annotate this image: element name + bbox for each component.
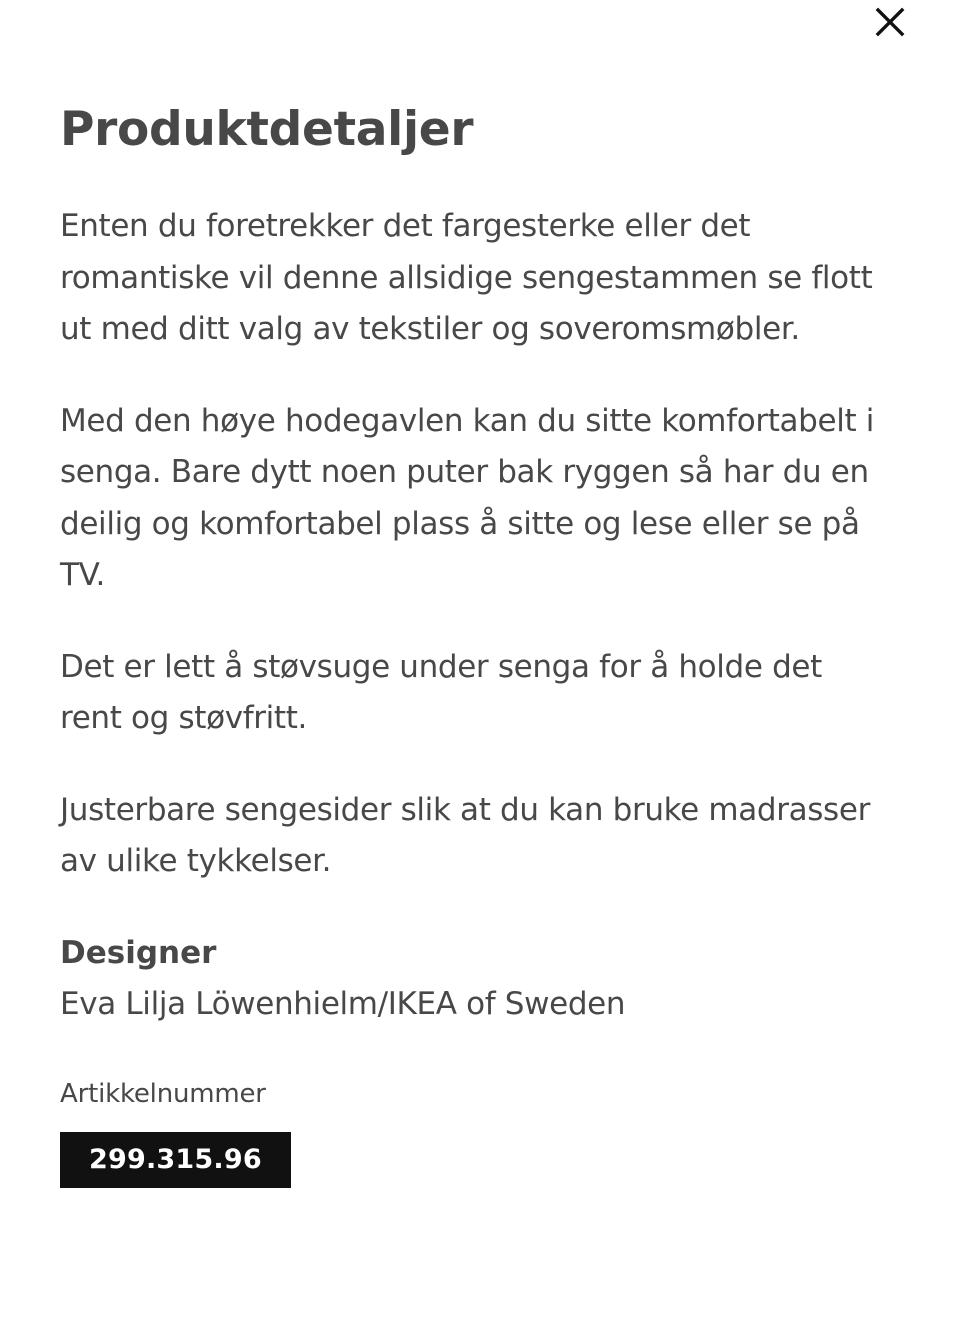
description-paragraph: Det er lett å støvsuge under senga for å holde det rent og støvfritt.	[60, 648, 822, 736]
close-icon	[875, 7, 905, 37]
description-paragraph: Med den høye hodegavlen kan du sitte komfortabelt i senga. Bare dytt noen puter bak ryggen så har du en deilig og komfortabel plass å sitte og lese eller se på TV.	[60, 402, 875, 593]
product-details-panel	[60, 96, 880, 1188]
designer-name: Eva Lilja Löwenhielm/IKEA of Sweden	[60, 986, 626, 1022]
close-button[interactable]	[862, 0, 918, 44]
page-title: Produktdetaljer	[60, 102, 474, 157]
article-number-badge: 299.315.96	[60, 1132, 291, 1188]
description-paragraph: Enten du foretrekker det fargesterke eller det romantiske vil denne allsidige sengestammen se flott ut med ditt valg av tekstiler og soveromsmøbler.	[60, 208, 873, 347]
article-number-label: Artikkelnummer	[60, 1078, 266, 1109]
designer-heading: Designer	[60, 934, 217, 971]
description-paragraph: Justerbare sengesider slik at du kan bruke madrasser av ulike tykkelser.	[60, 791, 870, 879]
